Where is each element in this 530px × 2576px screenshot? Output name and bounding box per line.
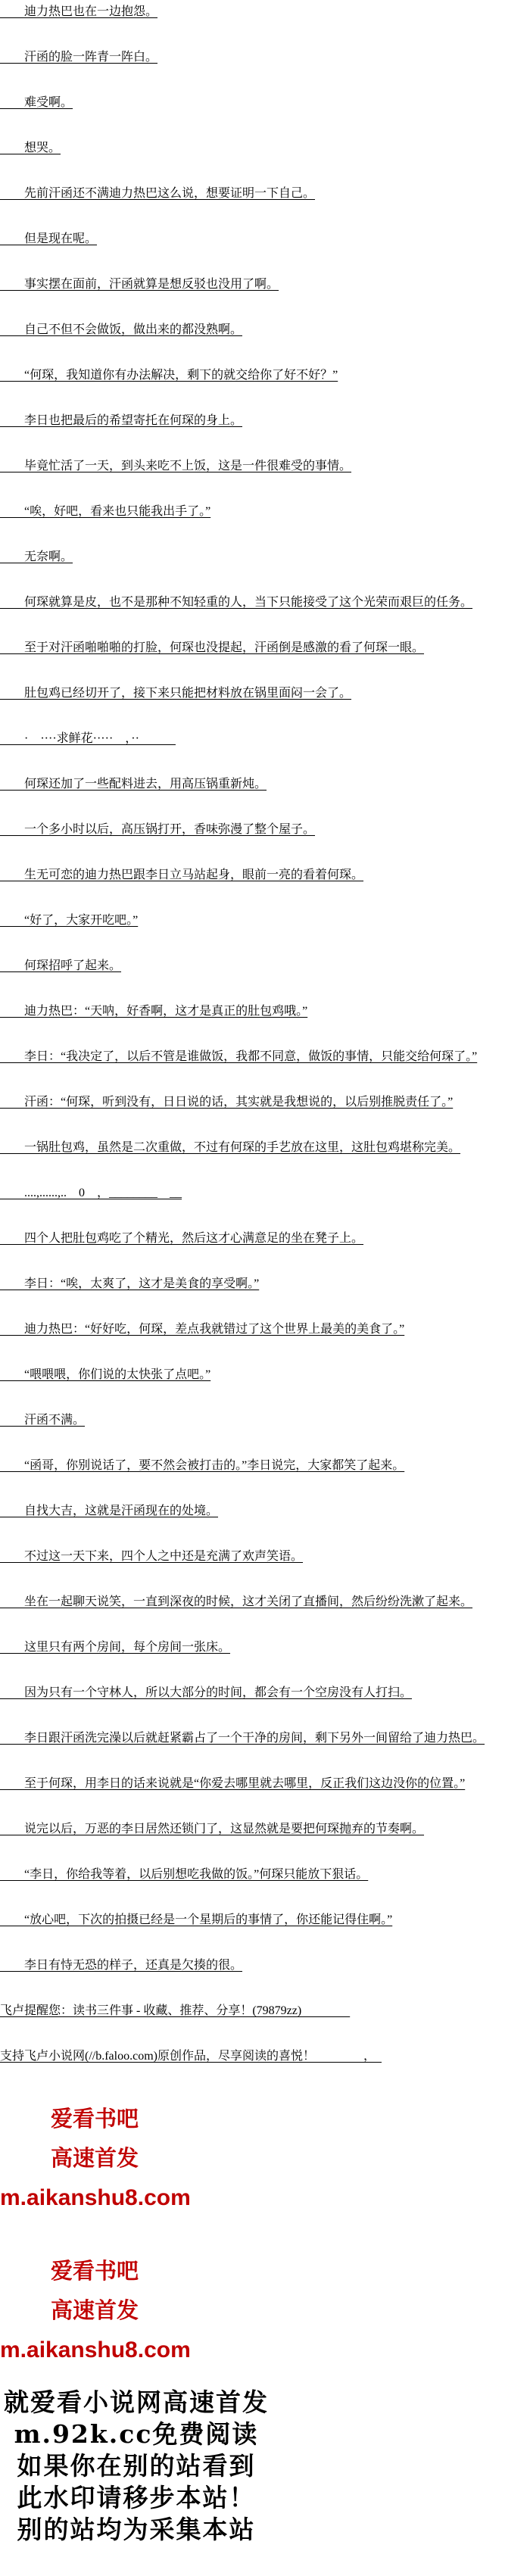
novel-paragraph-text: 难受啊。 <box>0 96 73 109</box>
watermark-site-url: m.aikanshu8.com <box>0 2337 191 2362</box>
novel-paragraph-text: 自己不但不会做饭，做出来的都没熟啊。 <box>0 323 243 336</box>
novel-paragraph-text: 不过这一天下来，四个人之中还是充满了欢声笑语。 <box>0 1550 304 1563</box>
novel-paragraph <box>0 323 530 337</box>
novel-paragraph <box>0 731 530 746</box>
novel-paragraph-text: 迪力热巴也在一边抱怨。 <box>0 5 158 18</box>
novel-paragraph-text: 汗函：“何琛，听到没有，日日说的话，其实就是我想说的，以后别推脱责任了。” <box>0 1096 454 1109</box>
novel-paragraph-text: 迪力热巴：“好好吃，何琛，差点我就错过了这个世界上最美的美食了。” <box>0 1323 405 1336</box>
novel-paragraph <box>0 1867 530 1882</box>
watermark-92k-line: 此水印请移步本站！ <box>17 2483 256 2512</box>
watermark-site-slogan: 爱看书吧 <box>50 2107 139 2132</box>
novel-paragraph <box>0 1686 530 1700</box>
novel-paragraph <box>0 868 530 882</box>
novel-paragraph-text: 无奈啊。 <box>0 550 73 563</box>
novel-paragraph-text: 肚包鸡已经切开了，接下来只能把材料放在锅里面闷一会了。 <box>0 687 352 700</box>
novel-paragraph-text: ....,......,.. 0 ，________ __ <box>0 1187 182 1199</box>
novel-paragraph <box>0 1322 530 1336</box>
novel-paragraph-text: 至于何琛，用李日的话来说就是“你爱去哪里就去哪里，反正我们这边没你的位置。” <box>0 1777 466 1790</box>
novel-paragraph-text: 一锅肚包鸡，虽然是二次重做，不过有何琛的手艺放在这里，这肚包鸡堪称完美。 <box>0 1141 461 1154</box>
novel-paragraph <box>0 641 530 655</box>
novel-paragraph-text: 至于对汗函啪啪啪的打脸，何琛也没提起，汗函倒是感激的看了何琛一眼。 <box>0 641 425 654</box>
novel-paragraph <box>0 1140 530 1155</box>
novel-paragraph <box>0 186 530 201</box>
novel-paragraph-text: 飞卢提醒您：读书三件事 - 收藏、推荐、分享！(79879zz) <box>0 2004 351 2017</box>
watermark-site-slogan: 爱看书吧 <box>50 2259 139 2284</box>
novel-paragraph <box>0 1458 530 1473</box>
watermark-site-slogan: 高速首发 <box>50 2147 139 2171</box>
novel-paragraph-text: “喂喂喂，你们说的太快张了点吧。” <box>0 1368 211 1381</box>
novel-paragraph-text: 李日：“唉，太爽了，这才是美食的享受啊。” <box>0 1277 260 1290</box>
novel-paragraph-text: 李日有恃无恐的样子，还真是欠揍的很。 <box>0 1959 243 1972</box>
novel-paragraph <box>0 50 530 64</box>
novel-paragraph-text: 迪力热巴：“天呐，好香啊，这才是真正的肚包鸡哦。” <box>0 1005 308 1018</box>
novel-paragraph <box>0 459 530 473</box>
novel-paragraph <box>0 959 530 973</box>
novel-paragraph-text: 但是现在呢。 <box>0 232 98 245</box>
watermark-aikanshu-block-2 <box>0 2252 189 2370</box>
novel-paragraph <box>0 1822 530 1836</box>
novel-paragraph <box>0 1595 530 1609</box>
watermark-site-url: m.aikanshu8.com <box>0 2185 191 2210</box>
watermark-92k-line: 别的站均为采集本站 <box>17 2515 256 2544</box>
novel-paragraph <box>0 413 530 428</box>
novel-paragraph <box>0 277 530 292</box>
novel-paragraph <box>0 1231 530 1246</box>
watermark-site-slogan: 高速首发 <box>50 2299 139 2323</box>
novel-paragraph <box>0 550 530 564</box>
watermark-aikanshu-block-1 <box>0 2100 189 2218</box>
novel-paragraph-text: 何琛招呼了起来。 <box>0 959 122 972</box>
novel-paragraph <box>0 1004 530 1018</box>
novel-paragraph-text: “唉，好吧，看来也只能我出手了。” <box>0 505 211 518</box>
novel-paragraph-text: “函哥，你别说话了，要不然会被打击的。”李日说完，大家都笑了起来。 <box>0 1459 405 1472</box>
novel-paragraph-text: “何琛，我知道你有办法解决，剩下的就交给你了好不好？” <box>0 369 338 382</box>
novel-paragraph <box>0 1095 530 1109</box>
novel-paragraph-text: 生无可恋的迪力热巴跟李日立马站起身，眼前一亮的看着何琛。 <box>0 869 364 881</box>
novel-paragraph <box>0 595 530 610</box>
novel-paragraph <box>0 777 530 791</box>
novel-paragraph <box>0 5 530 19</box>
novel-paragraph <box>0 504 530 519</box>
novel-paragraph-text: 自找大吉，这就是汗函现在的处境。 <box>0 1505 219 1517</box>
novel-paragraph <box>0 1368 530 1382</box>
novel-paragraph-text: “放心吧，下次的拍摄已经是一个星期后的事情了，你还能记得住啊。” <box>0 1913 393 1926</box>
novel-paragraph <box>0 2004 530 2018</box>
novel-paragraph-text: 支持飞卢小说网(//b.faloo.com)原创作品，尽享阅读的喜悦！ ， <box>0 2050 382 2063</box>
novel-paragraph <box>0 686 530 700</box>
novel-paragraph-text: · ····求鲜花····· ，·· <box>0 732 176 745</box>
novel-paragraph <box>0 1776 530 1791</box>
novel-paragraph-text: 因为只有一个守林人，所以大部分的时间，都会有一个空房没有人打扫。 <box>0 1686 413 1699</box>
novel-paragraph-text: 毕竟忙活了一天，到头来吃不上饭，这是一件很难受的事情。 <box>0 460 352 472</box>
novel-paragraph-text: 汗函的脸一阵青一阵白。 <box>0 51 158 64</box>
novel-paragraph-text: 四个人把肚包鸡吃了个精光，然后这才心满意足的坐在凳子上。 <box>0 1232 364 1245</box>
novel-paragraph <box>0 1049 530 1064</box>
novel-paragraph <box>0 1731 530 1745</box>
novel-paragraph-text: 说完以后，万恶的李日居然还锁门了，这显然就是要把何琛抛弃的节奏啊。 <box>0 1823 425 1835</box>
novel-paragraph <box>0 1958 530 1973</box>
novel-paragraph <box>0 1413 530 1427</box>
novel-paragraph-text: 何琛还加了一些配料进去，用高压锅重新炖。 <box>0 778 267 791</box>
novel-paragraph-text: 汗函不满。 <box>0 1414 86 1427</box>
novel-paragraph-text: 先前汗函还不满迪力热巴这么说，想要证明一下自己。 <box>0 187 316 200</box>
novel-paragraph <box>0 368 530 382</box>
novel-paragraph-text: 想哭。 <box>0 142 61 154</box>
watermark-92k-line: 就爱看小说网高速首发 <box>4 2387 269 2417</box>
novel-paragraph <box>0 913 530 928</box>
novel-paragraph-text: 李日跟汗函洗完澡以后就赶紧霸占了一个干净的房间，剩下另外一间留给了迪力热巴。 <box>0 1732 485 1745</box>
novel-paragraph-text: “好了，大家开吃吧。” <box>0 914 139 927</box>
novel-paragraph-text: “李日，你给我等着，以后别想吃我做的饭。”何琛只能放下狠话。 <box>0 1868 369 1881</box>
novel-paragraph <box>0 1277 530 1291</box>
novel-paragraph <box>0 1549 530 1564</box>
novel-paragraph <box>0 1913 530 1927</box>
novel-paragraph-text: 事实摆在面前，汗函就算是想反驳也没用了啊。 <box>0 278 279 291</box>
novel-paragraph-text: 李日也把最后的希望寄托在何琛的身上。 <box>0 414 243 427</box>
novel-paragraph <box>0 232 530 246</box>
novel-paragraph-text: 这里只有两个房间，每个房间一张床。 <box>0 1641 231 1654</box>
novel-paragraph-text: 坐在一起聊天说笑，一直到深夜的时候，这才关闭了直播间，然后纷纷洗漱了起来。 <box>0 1595 473 1608</box>
novel-paragraph <box>0 95 530 110</box>
novel-paragraph-text: 李日：“我决定了，以后不管是谁做饭，我都不同意，做饭的事情，只能交给何琛了。” <box>0 1050 478 1063</box>
novel-paragraph <box>0 1504 530 1518</box>
novel-paragraph-text: 何琛就算是皮，也不是那种不知轻重的人，当下只能接受了这个光荣而艰巨的任务。 <box>0 596 473 609</box>
watermark-92k-block <box>0 2387 273 2546</box>
novel-paragraph-text: 一个多小时以后，高压锅打开，香味弥漫了整个屋子。 <box>0 823 316 836</box>
novel-paragraph <box>0 141 530 155</box>
novel-paragraph <box>0 822 530 837</box>
watermark-92k-line: m.92k.cc免费阅读 <box>14 2419 259 2449</box>
novel-paragraph <box>0 1640 530 1654</box>
novel-paragraph <box>0 2049 530 2063</box>
novel-paragraph <box>0 1186 530 1200</box>
watermark-92k-line: 如果你在别的站看到 <box>17 2451 256 2481</box>
